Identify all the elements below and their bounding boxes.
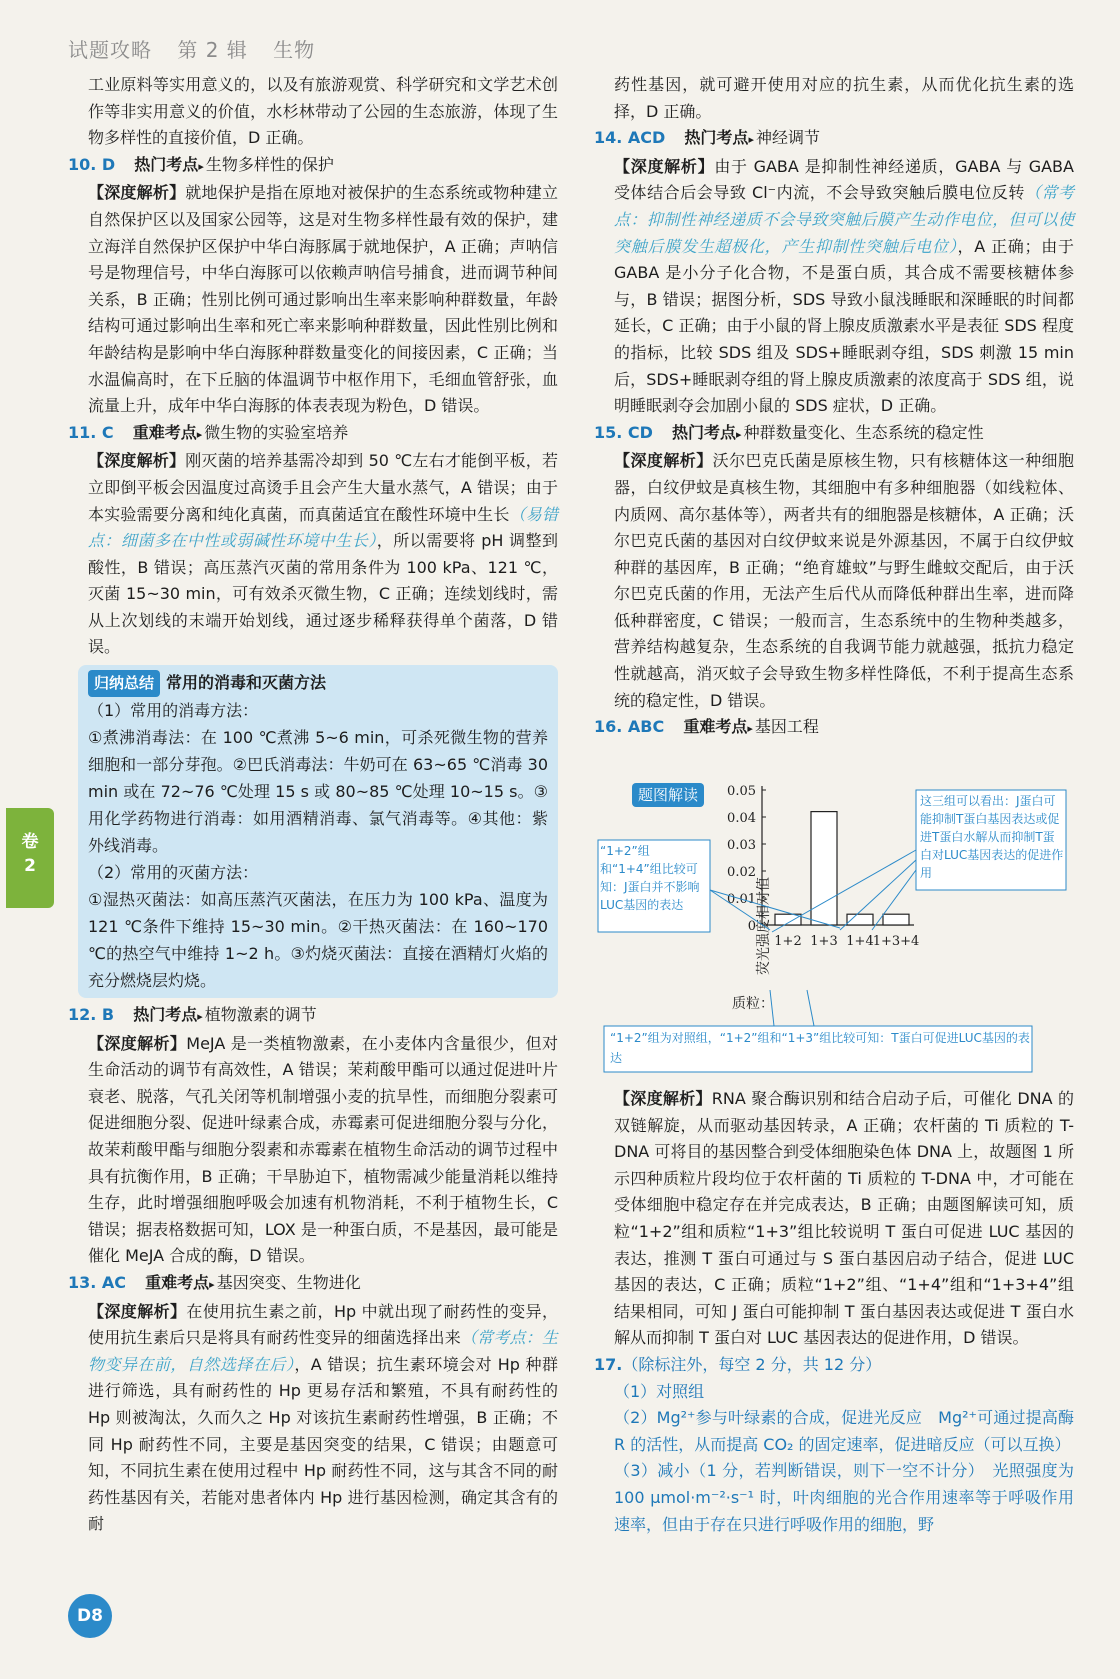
x-tick-label: 1+2	[774, 934, 802, 949]
right-column-bottom	[594, 1086, 1074, 1538]
chart-bars	[775, 812, 909, 925]
q15-number: 15. CD	[594, 422, 653, 442]
q17-answer-2: （2）Mg²⁺参与叶绿素的合成，促进光反应 Mg²⁺可通过提高酶 R 的活性，从而提高 CO₂ 的固定速率，促进暗反应（可以互换）	[614, 1408, 1074, 1454]
q13-head	[68, 1270, 558, 1299]
q12-analysis	[88, 1031, 558, 1270]
y-tick-label: 0.05	[727, 784, 756, 799]
arrow-icon: ▸	[747, 722, 753, 736]
page-number: D8	[68, 1594, 112, 1638]
q17-number: 17.	[594, 1354, 623, 1374]
annotation-left-holder	[600, 842, 710, 932]
annotation-right-holder	[920, 792, 1066, 890]
volume-side-tab	[6, 808, 54, 908]
bar-1+3+4	[883, 914, 909, 925]
analysis-label: 【深度解析】	[88, 183, 186, 203]
q11-tag: 重难考点	[132, 422, 197, 442]
q11-text2: ，所以需要将 pH 调整到酸性，B 错误；高压蒸汽灭菌的常用条件为 100 kPa、121 ℃，灭菌 15~30 min，可有效杀灭微生物，C 正确；连续划线时，需从上次划线的末端开始划线，通过逐步稀释获得单个菌落，D 错误。	[88, 531, 558, 657]
q15-analysis	[614, 448, 1074, 714]
y-tick-label: 0.02	[727, 865, 756, 880]
annotation-bottom-holder	[610, 1028, 1030, 1072]
summary-badge: 归纳总结	[88, 670, 160, 697]
q12-tag: 热门考点	[133, 1005, 198, 1025]
q16-head	[594, 714, 1074, 743]
summary-line: （1）常用的消毒方法：	[88, 701, 259, 721]
q14-head	[594, 125, 1074, 154]
q15-text: 沃尔巴克氏菌是原核生物，只有核糖体这一种细胞器，白纹伊蚊是真核生物，其细胞中有多种细胞器（如线粒体、内质网、高尔基体等），两者共有的细胞器是核糖体，A 正确；沃尔巴克氏菌的基因对白纹伊蚊来说是外源基因，不属于白纹伊蚊种群的基因库，B 正确；“绝育雄蚊”与野生雌蚊交配后，由于沃尔巴克氏菌的作用，无法产生后代从而降低种群出生率，进而降低种群密度，C 错误；一般而言，生态系统中的生物种类越多，营养结构越复杂，生态系统的自我调节能力就越强，抵抗力稳定性就越高，消灭蚊子会导致生物多样性降低，不利于提高生态系统的稳定性，D 错误。	[614, 451, 1074, 710]
y-tick-label: 0.01	[727, 892, 756, 907]
q10-text: 就地保护是指在原地对被保护的生态系统或物种建立自然保护区以及国家公园等，这是对生物多样性最有效的保护，建立海洋自然保护区保护中华白海豚属于就地保护，A 正确；声呐信号是物理信号，中华白海豚可以依赖声呐信号捕食，进而调节种间关系，B 正确；性别比例可通过影响出生率来影响种群数量，年龄结构可通过影响出生率和死亡率来影响种群数量，因此性别比例和年龄结构是影响中华白海豚种群数量变化的间接因素，C 正确；当水温偏高时，在下丘脑的体温调节中枢作用下，毛细血管舒张，血流量上升，成年中华白海豚的体表表现为粉色，D 错误。	[88, 183, 558, 416]
q11-analysis	[88, 448, 558, 661]
q17-head	[594, 1352, 1074, 1379]
q10-topic: 生物多样性的保护	[205, 154, 334, 174]
annotation-left: “1+2”组和“1+4”组比较可知：J蛋白并不影响LUC基因的表达	[600, 844, 700, 912]
arrow-icon: ▸	[736, 427, 742, 441]
summary-line: （2）常用的灭菌方法：	[88, 863, 259, 883]
chart-ylabel: 荧光强度相对值	[756, 877, 772, 975]
summary-line: ①湿热灭菌法：如高压蒸汽灭菌法，在压力为 100 kPa、温度为 121 ℃条件下维持 15~30 min。②干热灭菌法：在 160~170 ℃的热空气中维持 1~2 h。③灼烧灭菌法：直接在酒精灯火焰的充分燃烧层灼烧。	[88, 890, 548, 991]
annotation-bottom: “1+2”组为对照组，“1+2”组和“1+3”组比较可知：T蛋白可促进LUC基因的表达	[610, 1031, 1030, 1065]
q13-text2: ，A 错误；抗生素环境会对 Hp 种群进行筛选，具有耐药性的 Hp 更易存活和繁殖，不具有耐药性的 Hp 则被淘汰，久而久之 Hp 对该抗生素耐药性增强，B 正确；不同 Hp 耐药性不同，主要是基因突变的结果，C 错误；由题意可知，不同抗生素在使用过程中 Hp 耐药性不同，这与其含不同的耐药性基因有关，若能对患者体内 Hp 进行基因检测，确定其含有的耐	[88, 1354, 558, 1534]
x-tick-label: 1+4	[846, 934, 874, 949]
subject-label: 生物	[273, 38, 316, 62]
q11-head	[68, 420, 558, 449]
x-tick-label: 1+3+4	[872, 934, 920, 949]
arrow-icon: ▸	[748, 133, 754, 147]
q13-tag: 重难考点	[145, 1273, 210, 1292]
figure-badge: 题图解读	[632, 783, 704, 807]
q13-note: （常考点：生物变异在前，自然选择在后）	[88, 1328, 558, 1374]
q13-topic: 基因突变、生物进化	[216, 1273, 361, 1292]
side-tab-line1: 卷	[21, 832, 39, 852]
q10-tag: 热门考点	[134, 154, 199, 174]
summary-line: ①煮沸消毒法：在 100 ℃煮沸 5~6 min，可杀死微生物的营养细胞和一部分芽孢。②巴氏消毒法：牛奶可在 63~65 ℃消毒 30 min 或在 72~76 ℃处理 15 s 或 80~85 ℃处理 10~15 s。③用化学药物进行消毒：如用酒精消毒、氯气消毒等。④其他：紫外线消毒。	[88, 728, 548, 856]
left-column	[68, 72, 558, 1538]
q17-answer-1: （1）对照组	[614, 1381, 705, 1401]
q14-tag: 热门考点	[684, 128, 749, 148]
analysis-label: 【深度解析】	[614, 1089, 712, 1108]
analysis-label: 【深度解析】	[88, 1033, 187, 1053]
chart-xlabels	[774, 934, 919, 949]
q14-topic: 神经调节	[755, 128, 820, 148]
q10-number: 10. D	[68, 154, 116, 174]
arrow-icon: ▸	[198, 159, 204, 173]
fluorescence-bar-chart	[600, 784, 1074, 1090]
q12-number: 12. B	[68, 1005, 115, 1025]
q12-text: MeJA 是一类植物激素，在小麦体内含量很少，但对生命活动的调节有高效性，A 错误；茉莉酸甲酯可以通过促进叶片衰老、脱落，气孔关闭等机制增强小麦的抗旱性，而细胞分裂素可促进细胞分裂、促进叶绿素合成，赤霉素可促进细胞分裂与分化，故茉莉酸甲酯与细胞分裂素和赤霉素在植物生命活动的调节过程中具有抗衡作用，B 正确；干旱胁迫下，植物需减少能量消耗以维持生存，此时增强细胞呼吸会加速有机物消耗，不利于植物生长，C 错误；据表格数据可知，LOX 是一种蛋白质，不是基因，最可能是催化 MeJA 合成的酶，D 错误。	[88, 1033, 558, 1266]
y-tick-label: 0.03	[727, 838, 756, 853]
q11-topic: 微生物的实验室培养	[204, 422, 349, 442]
page-header	[68, 34, 333, 63]
arrow-icon: ▸	[209, 1278, 215, 1291]
analysis-label: 【深度解析】	[88, 451, 186, 471]
q14-text2: ，A 正确；由于 GABA 是小分子化合物，不是蛋白质，其合成不需要核糖体参与，B 错误；据图分析，SDS 导致小鼠浅睡眠和深睡眠的时间都延长，C 正确；由于小鼠的肾上腺皮质激素水平是表征 SDS 程度的指标，比较 SDS 组及 SDS+睡眠剥夺组，SDS 刺激 15 min 后，SDS+睡眠剥夺组的肾上腺皮质激素的浓度高于 SDS 组，说明睡眠剥夺会加剧小鼠的 SDS 症状，D 正确。	[614, 236, 1074, 416]
right-column-top	[594, 72, 1074, 743]
q12-head	[68, 1002, 558, 1031]
q13-number: 13. AC	[68, 1273, 127, 1292]
q15-topic: 种群数量变化、生态系统的稳定性	[743, 422, 984, 442]
q12-topic: 植物激素的调节	[204, 1005, 317, 1025]
q10-head	[68, 152, 558, 181]
y-tick-label: 0.04	[727, 811, 756, 826]
q15-head	[594, 420, 1074, 449]
annotation-right: 这三组可以看出：J蛋白可能抑制T蛋白基因表达或促进T蛋白水解从而抑制T蛋白对LUC基因表达的促进作用	[920, 794, 1064, 880]
arrow-icon: ▸	[196, 427, 203, 441]
summary-title: 常用的消毒和灭菌方法	[166, 673, 327, 693]
q13-text1: 在使用抗生素之前，Hp 中就出现了耐药性的变异，使用抗生素后只是将具有耐药性变异的细菌选择出来	[88, 1301, 558, 1348]
summary-head	[88, 669, 548, 697]
q14-text1: 由于 GABA 是抑制性神经递质，GABA 与 GABA 受体结合后会导致 Cl⁻内流，不会导致突触后膜电位反转	[614, 156, 1074, 203]
q11-note: （易错点：细菌多在中性或弱碱性环境中生长）	[88, 504, 558, 551]
q14-number: 14. ACD	[594, 128, 666, 148]
y-tick-label: 0	[747, 919, 756, 934]
q11-text1: 刚灭菌的培养基需冷却到 50 ℃左右才能倒平板，若立即倒平板会因温度过高烫手且会产生大量水蒸气，A 错误；由于本实验需要分离和纯化真菌，而真菌适宜在酸性环境中生长	[88, 451, 558, 524]
q15-tag: 热门考点	[672, 422, 737, 442]
volume-label: 第 2 辑	[177, 38, 248, 62]
analysis-label: 【深度解析】	[614, 451, 713, 471]
q10-analysis	[88, 180, 558, 419]
q17-answer-3: （3）减小（1 分，若判断错误，则下一空不计分） 光照强度为 100 μmol·m⁻²·s⁻¹ 时，叶肉细胞的光合作用速率等于呼吸作用速率，但由于存在只进行呼吸作用的细胞，野	[614, 1461, 1074, 1534]
q16-text: RNA 聚合酶识别和结合启动子后，可催化 DNA 的双链解旋，从而驱动基因转录，A 正确；农杆菌的 Ti 质粒的 T-DNA 可将目的基因整合到受体细胞染色体 DNA 上，故题图 1 所示四种质粒片段均位于农杆菌的 Ti 质粒的 T-DNA 中，才可能在受体细胞中稳定存在并完成表达，B 正确；由题图解读可知，质粒“1+2”组和质粒“1+3”组比较说明 T 蛋白可促进 LUC 基因的表达，推测 T 蛋白可通过与 S 蛋白基因启动子结合，促进 LUC 基因的表达，C 正确；质粒“1+2”组、“1+4”组和“1+3+4”组结果相同，可知 J 蛋白可能抑制 T 蛋白基因表达或促进 T 蛋白水解从而抑制 T 蛋白对 LUC 基因表达的促进作用，D 错误。	[614, 1089, 1074, 1348]
q16-analysis	[614, 1086, 1074, 1352]
q13-tail: 药性基因，就可避开使用对应的抗生素，从而优化抗生素的选择，D 正确。	[614, 75, 1074, 121]
x-tick-label: 1+3	[810, 934, 838, 949]
q14-note: （常考点：抑制性神经递质不会导致突触后膜产生动作电位，但可以使突触后膜发生超极化，产生抑制性突触后电位）	[614, 183, 1074, 256]
analysis-label: 【深度解析】	[88, 1301, 187, 1321]
q13-analysis	[88, 1299, 558, 1538]
summary-box	[78, 665, 558, 998]
arrow-icon: ▸	[197, 1010, 203, 1024]
q14-analysis	[614, 154, 1074, 420]
q17-header: （除标注外，每空 2 分，共 12 分）	[622, 1354, 882, 1374]
side-tab-line2: 2	[24, 856, 36, 876]
q16-tag: 重难考点	[683, 717, 748, 737]
q16-number: 16. ABC	[594, 717, 665, 737]
analysis-label: 【深度解析】	[614, 156, 715, 176]
q9-tail: 工业原料等实用意义的，以及有旅游观赏、科学研究和文学艺术创作等非实用意义的价值，水杉林带动了公园的生态旅游，体现了生物多样性的直接价值，D 正确。	[88, 75, 558, 148]
q11-number: 11. C	[68, 422, 114, 442]
book-title: 试题攻略	[68, 38, 152, 62]
chart-xlabel: 质粒：	[732, 996, 774, 1012]
q16-topic: 基因工程	[754, 717, 819, 737]
